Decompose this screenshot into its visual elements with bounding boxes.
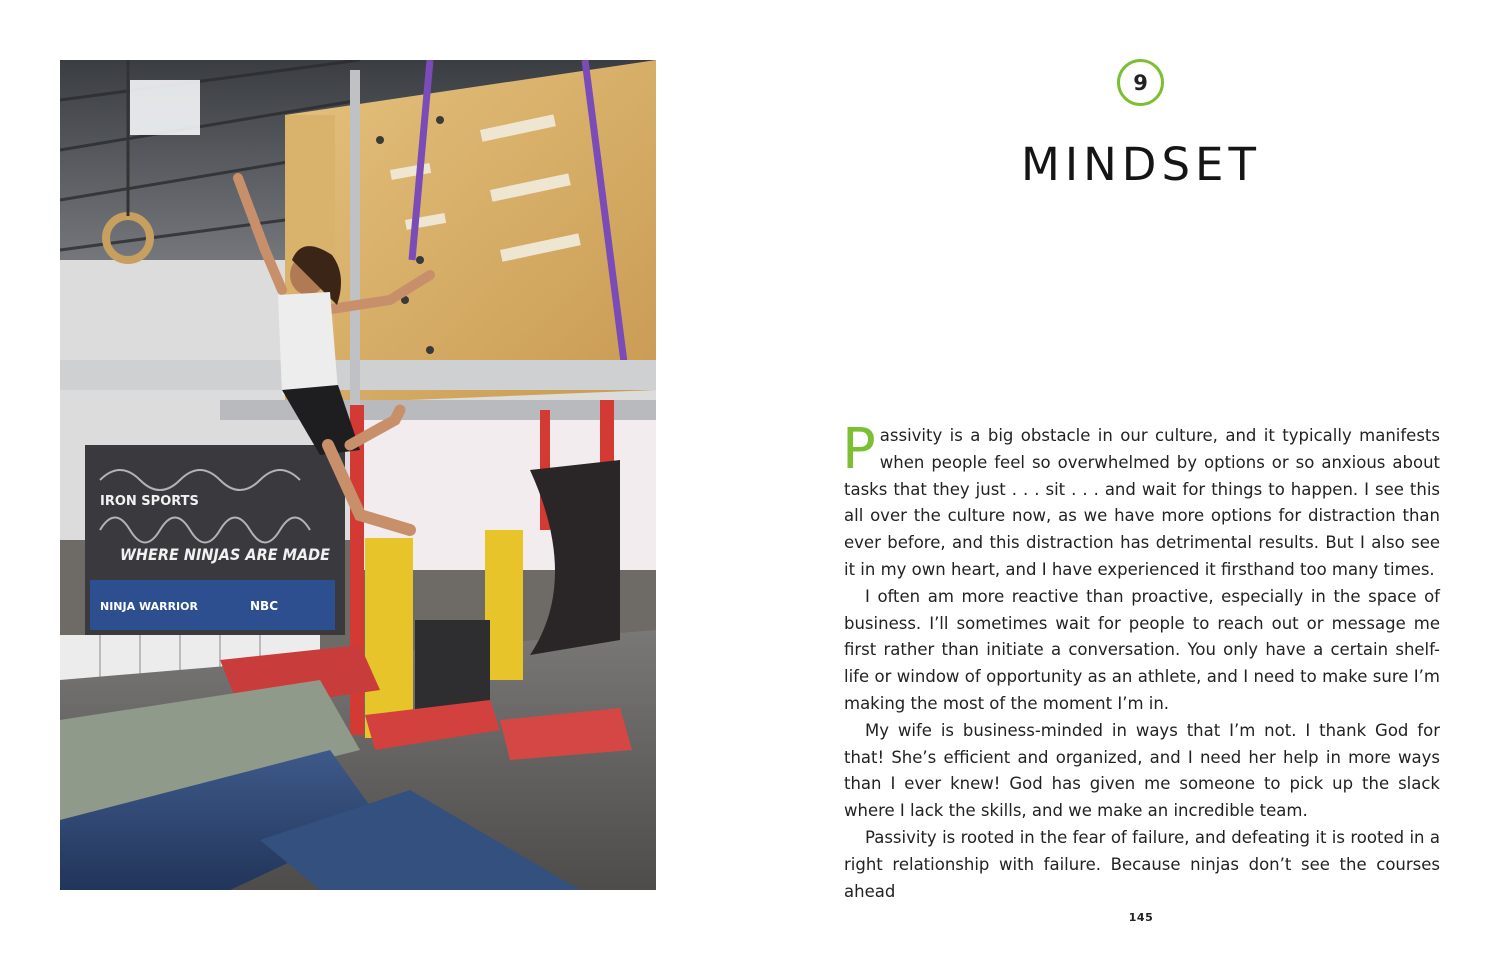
ceiling-light [130, 80, 200, 135]
page-number: 145 [1128, 911, 1154, 924]
ninja-gym-photo [60, 60, 656, 890]
paragraph-1 [842, 417, 1440, 584]
gym-logo-text: IRON SPORTS [100, 494, 199, 509]
chapter-number-badge [1117, 59, 1164, 106]
chapter-number: 9 [1133, 70, 1148, 95]
paragraph-2: I often am more reactive than proactive, especially in the space of business. I’ll sometimes wait for people to reach out or message me first rather than initiate a conversation. You only have a certain shelf-life or window of opportunity as an athlete, and I need to make sure I’m making the most of the moment I’m in. [844, 586, 1440, 713]
climbing-wall [285, 60, 656, 405]
chapter-body [842, 417, 1440, 905]
yellow-padding [365, 538, 413, 738]
chapter-title: MINDSET [1021, 138, 1261, 191]
banner-text: NINJA WARRIOR [100, 600, 198, 613]
paragraph-1-text: assivity is a big obstacle in our culture, and it typically manifests when people feel so overwhelmed by options or so anxious about tasks that they just . . . sit . . . and wait for things to happen. I see this all over the culture now, as we have more options for distraction than ever before, and this distraction has detrimental results. But I also see it in my own heart, and I have experienced it firsthand too many times. [844, 426, 1440, 579]
network-logo-text: NBC [250, 599, 278, 613]
paragraph-3: My wife is business-minded in ways that I’m not. I thank God for that! She’s efficient and organized, and I need her help in more ways than I ever knew! God has given me someone to pick up the slack where I lack the skills, and we make an incredible team. [844, 720, 1440, 821]
graffiti-slogan-text: WHERE NINJAS ARE MADE [120, 545, 331, 564]
photo-illustration [60, 60, 656, 890]
drop-cap: P [842, 417, 876, 482]
paragraph-4: Passivity is rooted in the fear of failure, and defeating it is rooted in a right relationship with failure. Because ninjas don’t see the courses ahead [844, 827, 1440, 901]
